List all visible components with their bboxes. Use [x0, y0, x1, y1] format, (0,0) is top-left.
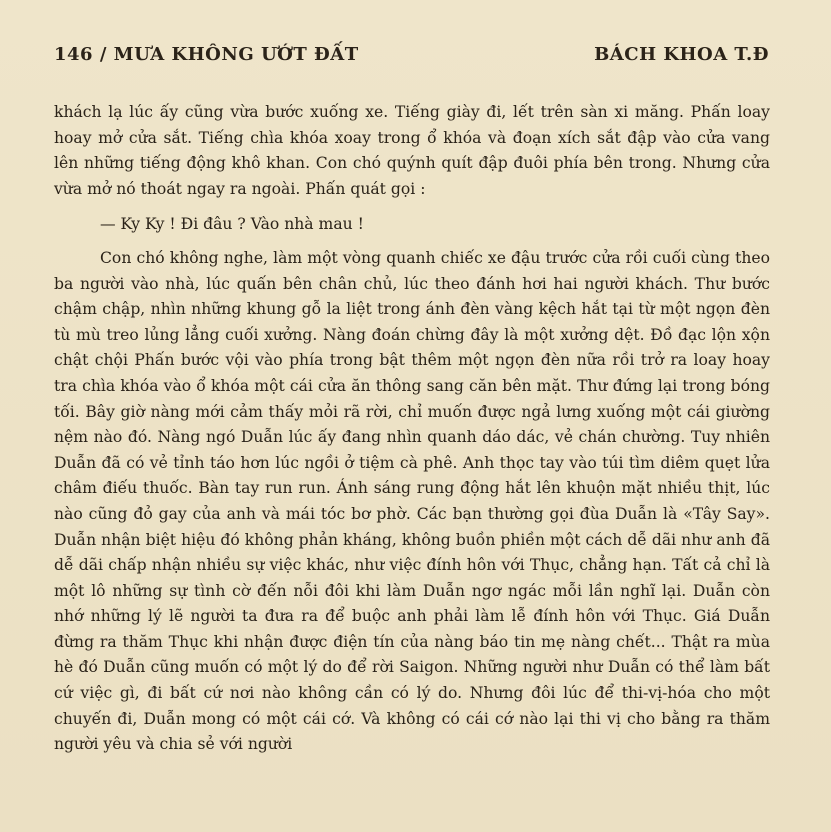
page-number-and-title: 146 / MƯA KHÔNG ƯỚT ĐẤT — [54, 44, 359, 65]
body-text — [54, 100, 770, 758]
paragraph: khách lạ lúc ấy cũng vừa bước xuống xe. Tiếng giày đi, lết trên sàn xi măng. Phấn loay hoay mở cửa sắt. Tiếng chìa khóa xoay trong ổ khóa và đoạn xích sắt đập vào cửa vang lên những tiếng động khô khan. Con chó quýnh quít đập đuôi phía bên trong. Nhưng cửa vừa mở nó thoát ngay ra ngoài. Phấn quát gọi : — [54, 103, 770, 198]
magazine-name: BÁCH KHOA T.Đ — [594, 44, 769, 65]
paragraph: Con chó không nghe, làm một vòng quanh chiếc xe đậu trước cửa rồi cuối cùng theo ba người vào nhà, lúc quấn bên chân chủ, lúc theo đánh hơi hai người khách. Thư bước chậm chập, nhìn những khung gỗ la liệt trong ánh đèn vàng kệch hắt tại từ một ngọn đèn tù mù treo lủng lẳng cuối xưởng. Nàng đoán chừng đây là một xưởng dệt. Đồ đạc lộn xộn chật chội Phấn bước vội vào phía trong bật thêm một ngọn đèn nữa rồi trở ra loay hoay tra chìa khóa vào ổ khóa một cái cửa ăn thông sang căn bên mặt. Thư đứng lại trong bóng tối. Bây giờ nàng mới cảm thấy mỏi rã rời, chỉ muốn được ngả lưng xuống một cái giường nệm nào đó. Nàng ngó Duẫn lúc ấy đang nhìn quanh dáo dác, vẻ chán chường. Tuy nhiên Duẫn đã có vẻ tỉnh táo hơn lúc ngồi ở tiệm cà phê. Anh thọc tay vào túi tìm diêm quẹt lửa châm điếu thuốc. Bàn tay run run. Ánh sáng rung động hắt lên khuộn mặt nhiều thịt, lúc nào cũng đỏ gay của anh và mái tóc bơ phờ. Các bạn thường gọi đùa Duẫn là «Tây Say». Duẫn nhận biệt hiệu đó không phản kháng, không buồn phiền một cách dễ dãi như anh đã dễ dãi chấp nhận nhiều sự việc khác, như việc đính hôn với Thục, chẳng hạn. Tất cả chỉ là một lô những sự tình cờ đến nỗi đôi khi làm Duẫn ngơ ngác mỗi lần nghĩ lại. Duẫn còn nhớ những lý lẽ người ta đưa ra để buộc anh phải làm lễ đính hôn với Thục. Giá Duẫn đừng ra thăm Thục khi nhận được điện tín của nàng báo tin mẹ nàng chết... Thật ra mùa hè đó Duẫn cũng muốn có một lý do để rời Saigon. Những người như Duẫn có thể làm bất cứ việc gì, đi bất cứ nơi nào không cần có lý do. Nhưng đôi lúc để thi-vị-hóa cho một chuyến đi, Duẫn mong có một cái cớ. Và không có cái cớ nào lại thi vị cho bằng ra thăm người yêu và chia sẻ với người — [54, 248, 770, 754]
dialogue-line: — Ky Ky ! Đi đâu ? Vào nhà mau ! — [100, 215, 364, 234]
running-header — [54, 44, 769, 78]
